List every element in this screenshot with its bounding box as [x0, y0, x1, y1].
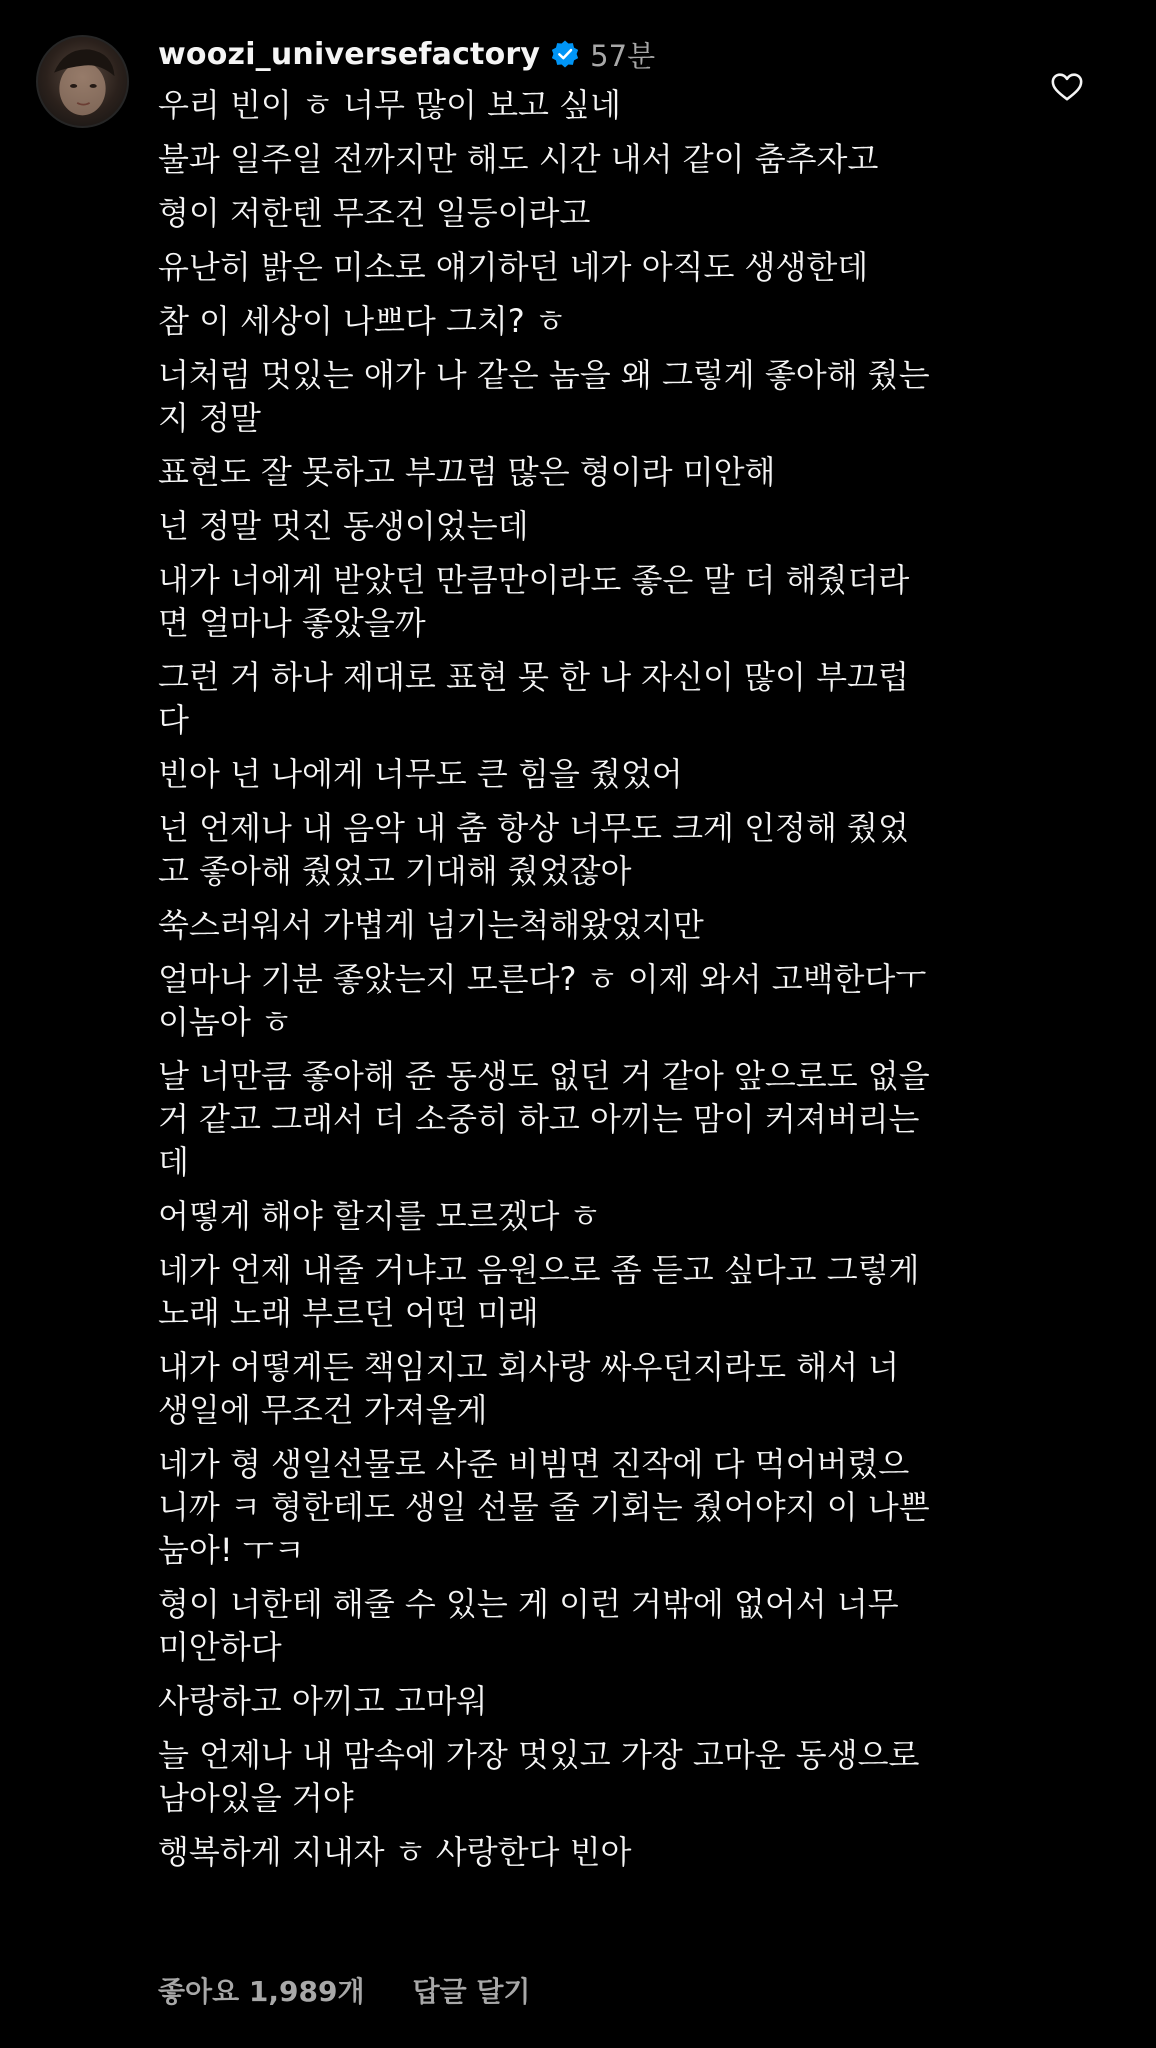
- comment-line: 내가 너에게 받았던 만큼만이라도 좋은 말 더 해줬더라 면 얼마나 좋았을까: [158, 561, 910, 642]
- comment-header: [158, 34, 655, 74]
- comment-footer: [158, 1970, 530, 2010]
- comment-line: 빈아 넌 나에게 너무도 큰 힘을 줬었어: [158, 755, 683, 793]
- comment-line: 형이 저한텐 무조건 일등이라고: [158, 194, 591, 232]
- username[interactable]: woozi_universefactory: [158, 36, 541, 72]
- reply-button[interactable]: 답글 달기: [412, 1975, 531, 2008]
- comment-line: 참 이 세상이 나쁘다 그치? ㅎ: [158, 302, 566, 340]
- comment-line: 행복하게 지내자 ㅎ 사랑한다 빈아: [158, 1833, 632, 1871]
- comment-line: 표현도 잘 못하고 부끄럼 많은 형이라 미안해: [158, 453, 776, 491]
- comment-line: 사랑하고 아끼고 고마워: [158, 1682, 488, 1720]
- comment-line: 넌 정말 멋진 동생이었는데: [158, 507, 529, 545]
- comment-line: 유난히 밝은 미소로 얘기하던 네가 아직도 생생한데: [158, 248, 869, 286]
- comment-line: 네가 언제 내줄 거냐고 음원으로 좀 듣고 싶다고 그렇게 노래 노래 부르던 어떤 미래: [158, 1251, 920, 1332]
- comment-line: 얼마나 기분 좋았는지 모른다? ㅎ 이제 와서 고백한다ㅜ 이놈아 ㅎ: [158, 960, 927, 1041]
- comment-line: 내가 어떻게든 책임지고 회사랑 싸우던지라도 해서 너 생일에 무조건 가져올게: [158, 1348, 900, 1429]
- comment-line: 넌 언제나 내 음악 내 춤 항상 너무도 크게 인정해 줬었 고 좋아해 줬었고 기대해 줬었잖아: [158, 809, 909, 890]
- comment-line: 늘 언제나 내 맘속에 가장 멋있고 가장 고마운 동생으로 남아있을 거야: [158, 1736, 920, 1817]
- like-heart-icon[interactable]: [1050, 70, 1084, 104]
- comment-line: 날 너만큼 좋아해 준 동생도 없던 거 같아 앞으로도 없을 거 같고 그래서 더 소중히 하고 아끼는 맘이 커져버리는 데: [158, 1057, 930, 1181]
- comment-timestamp: 57분: [590, 38, 656, 73]
- verified-badge-icon: [550, 39, 580, 69]
- avatar-photo-icon: [38, 37, 127, 126]
- comment-line: 그런 거 하나 제대로 표현 못 한 나 자신이 많이 부끄럽 다: [158, 658, 909, 739]
- comment-line: 어떻게 해야 할지를 모르겠다 ㅎ: [158, 1197, 601, 1235]
- avatar[interactable]: [36, 35, 129, 128]
- comment-line: 네가 형 생일선물로 사준 비빔면 진작에 다 먹어버렸으 니까 ㅋ 형한테도 생일 선물 줄 기회는 줬어야지 이 나쁜 눔아! ㅜㅋ: [158, 1445, 930, 1569]
- comment-line: 너처럼 멋있는 애가 나 같은 놈을 왜 그렇게 좋아해 줬는 지 정말: [158, 356, 930, 437]
- comment-body: [158, 84, 1008, 1885]
- comment-line: 형이 너한테 해줄 수 있는 게 이런 거밖에 없어서 너무 미안하다: [158, 1585, 899, 1666]
- comment-line: 쑥스러워서 가볍게 넘기는척해왔었지만: [158, 906, 704, 944]
- comment-line: 불과 일주일 전까지만 해도 시간 내서 같이 춤추자고: [158, 140, 879, 178]
- likes-count[interactable]: 좋아요 1,989개: [158, 1975, 365, 2008]
- comment-line: 우리 빈이 ㅎ 너무 많이 보고 싶네: [158, 86, 621, 124]
